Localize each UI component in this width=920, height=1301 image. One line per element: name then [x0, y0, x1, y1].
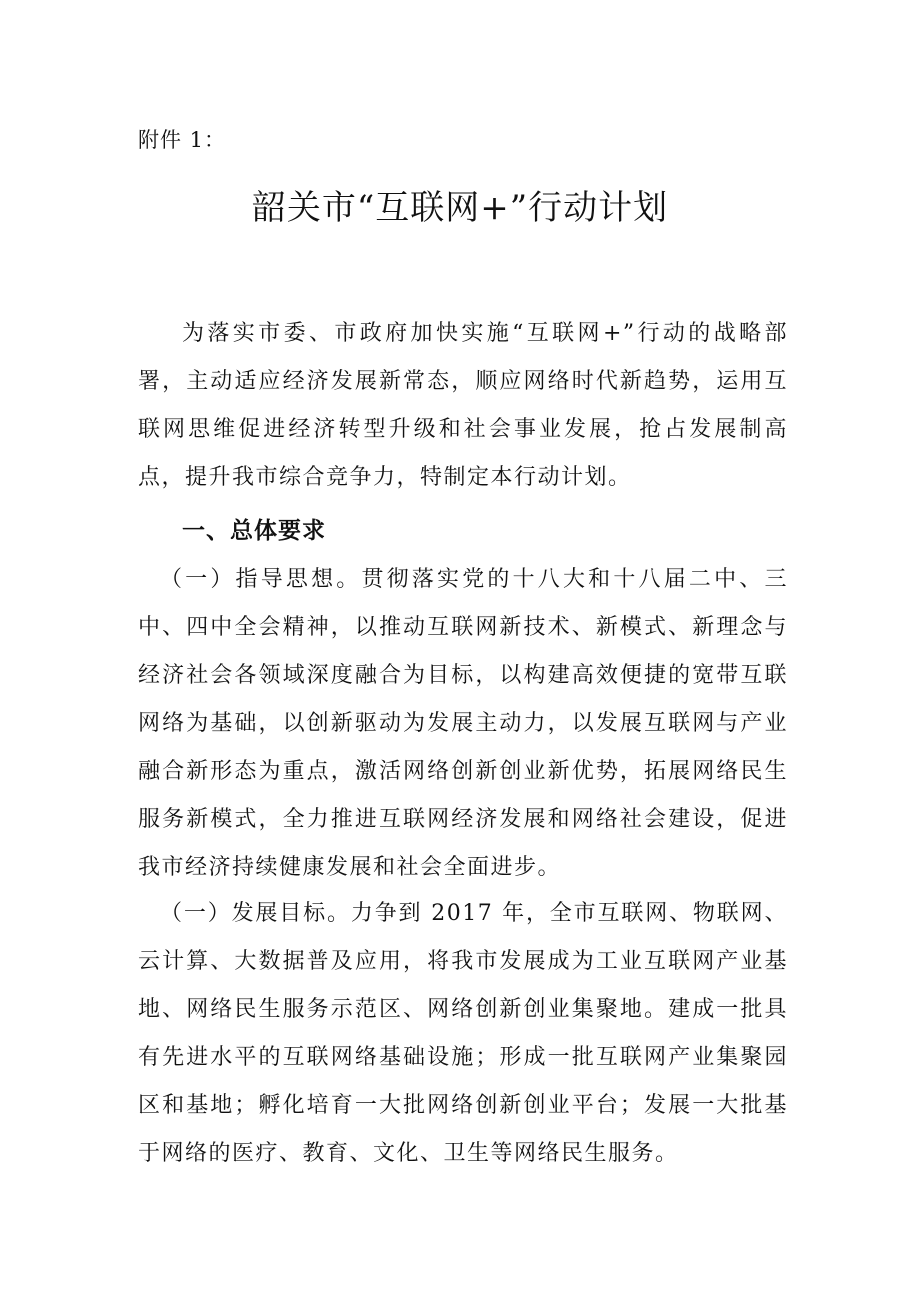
intro-paragraph: 为落实市委、市政府加快实施“互联网+”行动的战略部署，主动适应经济发展新常态，顺应网络时代新趋势，运用互联网思维促进经济转型升级和社会事业发展，抢占发展制高点，提升我市综合竞争力，特制定本行动计划。: [138, 321, 788, 490]
guiding-ideology-paragraph: （一）指导思想。贯彻落实党的十八大和十八届二中、三中、四中全会精神，以推动互联网新技术、新模式、新理念与经济社会各领域深度融合为目标，以构建高效便捷的宽带互联网络为基础，以创新驱动为发展主动力，以发展互联网与产业融合新形态为重点，激活网络创新创业新优势，拓展网络民生服务新模式，全力推进互联网经济发展和网络社会建设，促进我市经济持续健康发展和社会全面进步。: [138, 567, 788, 880]
development-goals-paragraph: （一）发展目标。力争到 2017 年，全市互联网、物联网、云计算、大数据普及应用，将我市发展成为工业互联网产业基地、网络民生服务示范区、网络创新创业集聚地。建成一批具有先进水平的互联网络基础设施；形成一批互联网产业集聚园区和基地；孵化培育一大批网络创新创业平台；发展一大批基于网络的医疗、教育、文化、卫生等网络民生服务。: [138, 901, 788, 1166]
attachment-label: 附件 1：: [138, 128, 227, 152]
section-heading-general-requirements: 一、总体要求: [182, 518, 326, 544]
document-title: 韶关市“互联网+”行动计划: [251, 188, 669, 228]
